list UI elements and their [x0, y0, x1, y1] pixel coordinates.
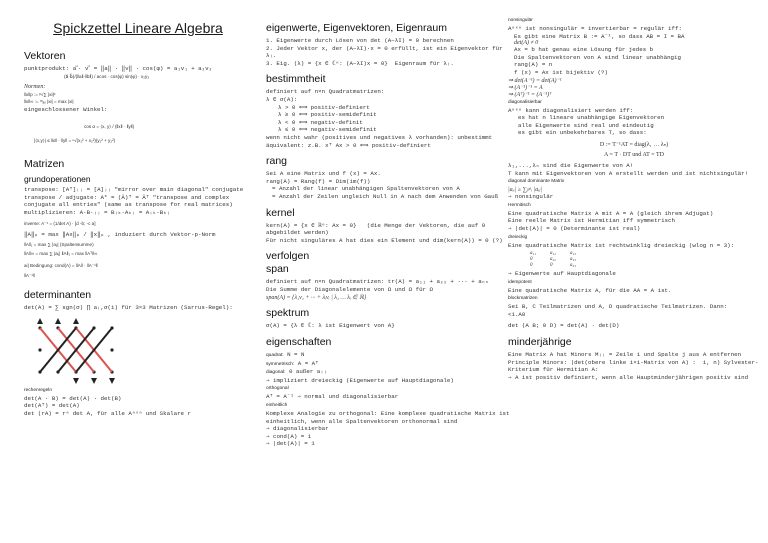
idem-line-1: Eine quadratische Matrix A, für die AA = A ist. — [508, 286, 672, 294]
orthogonal-line: Aᵀ = A⁻¹ ⇒ normal und diagonalisierbar — [266, 393, 399, 401]
matrix-entry: 0 — [530, 257, 533, 263]
column-1 — [24, 0, 252, 543]
heading-diagonalisierbar: diagonalisierbar — [508, 99, 542, 105]
nonsing-line-2: Es gibt eine Matrix B := A⁻¹, so dass AB = I = BA — [514, 32, 685, 40]
diagonal-line-2: ⇒ impliziert dreieckig (Eigenwerte auf Hauptdiagonale) — [266, 376, 454, 384]
heading-vektoren: Vektoren — [24, 50, 66, 62]
symmetrisch-line — [266, 360, 510, 369]
matrix-entry: a₁₂ — [550, 251, 556, 257]
heading-grundoperationen: grundoperationen — [24, 174, 91, 185]
diag-equation-2: A = T · DT und AT = TD — [604, 151, 664, 158]
bestimmt-line-6: λ ≤ 0 ⟺ negativ-semidefinit — [278, 126, 377, 134]
det-rule-3: det (rA) = rⁿ det A, für alle Aⁿˣⁿ und Skalare r — [24, 409, 191, 417]
diag-line-6: T kann mit Eigenvektoren von A erstellt werden und ist nichtsingulär! — [508, 169, 749, 177]
diag-line-1: Aⁿˣⁿ kann diagonalisiert werden iff: — [508, 106, 634, 114]
heading-nonsingulaer: nonsingulär — [508, 18, 533, 23]
winkel-formula: cos α = ⟨x, y⟩ / (‖x‖ · ‖y‖) — [84, 123, 135, 129]
span-formula: span(A) = {λ₁v₁ + ··· + λᵢvᵢ | λ₁ … λᵢ ∈ ℝ} — [266, 295, 367, 302]
matrix-norm: ‖A‖ₚ = max ‖Ax‖ₚ / ‖x‖ₚ , induziert durch Vektor-p-Norm — [24, 230, 216, 238]
page-title: Spickzettel Lineare Algebra — [53, 20, 223, 36]
heading-verfolgen: verfolgen — [266, 250, 310, 263]
sarrus-negative-diagonals — [40, 328, 112, 372]
diag-line-5: λ₁,...,λₙ sind die Eigenwerte von A! — [508, 161, 634, 169]
diagonal-value: 0 außer aᵢᵢ — [288, 368, 328, 376]
einheitlich-line-2: ⇒ diagonalisierbar — [266, 425, 329, 433]
einheitlich-label: einheitlich — [266, 403, 288, 409]
det-definition: det(A) = ∑ sgn(σ) ∏ aᵢ,σ(i) für 3×3 Matrizen (Sarrus-Regel): — [24, 304, 233, 312]
eigen-step-2: 2. Jeder Vektor x, der (A−λI)·x = 0 erfüllt, ist ein Eigenvektor für λᵢ. — [266, 44, 507, 60]
matrix-entry: a₂₂ — [550, 257, 556, 263]
matrix-norm-1: ‖A‖₁ = max ∑ |aᵢⱼ| (Spaltensumme) — [24, 242, 94, 248]
matrix-entry: a₃₃ — [570, 263, 576, 269]
skalarprodukt: punktprodukt: a ⃗· v ⃗ = ‖a‖ · ‖v‖ · cos(φ) = a₁v₁ + a₂v₂ — [24, 65, 213, 72]
orthogonal-label: orthogonal — [266, 386, 289, 392]
diag-equation: D := T⁻¹AT = diag(λ₁ … λₙ) — [599, 141, 669, 148]
heading-hermitisch: Hermitisch — [508, 202, 531, 208]
heading-bestimmtheit: bestimmtheit — [266, 73, 326, 86]
einheitlich-line-4: ⇒ |det(A)| = 1 — [266, 440, 315, 448]
heading-determinanten: determinanten — [24, 289, 92, 302]
norm-p: ‖x‖p := ᵖ√∑ |xi|ᵖ — [24, 91, 56, 97]
block-line-1: Sei B, C Teilmatrizen und A, D quadratische Teilmatrizen. Dann: — [508, 303, 728, 311]
dreieck-line-1: Eine quadratische Matrix ist rechtwinklig dreieckig (wlog n = 3): — [508, 241, 735, 249]
bestimmt-line-5: λ < 0 ⟺ negativ-definit — [278, 118, 363, 126]
bestimmt-line-4: λ ≥ 0 ⟺ positiv-semidefinit — [278, 111, 377, 119]
column-2 — [266, 0, 513, 543]
heading-kernel: kernel — [266, 206, 295, 219]
rechenregeln-label: rechenregeln — [24, 387, 53, 393]
bestimmt-line-8: äquivalent: z.B. xᵀ Ax > 0 ⟺ positiv-definiert — [266, 141, 431, 149]
diagonal-line — [266, 368, 510, 377]
matrix-entry: 0 — [530, 263, 533, 269]
dreieck-line-2: ⇒ Eigenwerte auf Hauptdiagonale — [508, 270, 616, 278]
minor-line-2: ⇒ A ist positiv definiert, wenn alle Hauptminderjährigen positiv sind — [508, 373, 749, 381]
symmetrisch-label: symmetrisch: — [266, 361, 295, 367]
heading-span: span — [266, 263, 289, 276]
nonsing-line-10: ⇒ (Aᵀ)⁻¹ = (A⁻¹)ᵀ — [508, 91, 552, 98]
symmetrisch-value: A = Aᵀ — [297, 359, 319, 367]
matrix-entry: 0 — [550, 263, 553, 269]
rang-line-1: Sei A eine Matrix und f (x) = Ax. — [266, 170, 381, 178]
heading-dreieckig: dreieckig — [508, 234, 528, 240]
sarrus-diagram — [30, 316, 140, 386]
heading-idempotent: idempotent — [508, 279, 532, 285]
nonsing-line-5: Die Spaltenvektoren von A sind linear unabhängig — [514, 53, 681, 61]
bestimmt-line-1: definiert auf n×n Quadratmatrizen: — [266, 88, 385, 96]
quadrat-value: N = N — [287, 351, 305, 359]
matrix-norm-inf: ‖A‖∞ = max ∑ |aᵢⱼ| ‖A‖₁ = max ‖Aᵀ‖∞ — [24, 250, 98, 256]
bestimmt-line-2: λ ∈ σ(A): — [266, 95, 298, 103]
block-line-3: det (A B; 0 D) = det(A) · det(D) — [508, 322, 620, 330]
eigen-step-1: 1. Eigenwerte durch Lösen von det (A−λI) = 0 berechnen — [266, 37, 454, 44]
winkel-label: eingeschlossener Winkel: — [24, 106, 108, 114]
diag-line-2: es hat n lineare unabhängige Eigenvektoren — [518, 114, 665, 122]
dd-line-1: |aᵢᵢ| ≥ ∑ⱼ≠ᵢ |aᵢⱼ| — [508, 187, 542, 194]
dd-line-2: ⇒ nonsingulär — [508, 193, 554, 201]
det-rule-2: det(Aᵀ) = det(A) — [24, 402, 80, 410]
block-line-2: <1.A0 — [508, 310, 526, 318]
kernel-line-1: kern(A) = {x ∈ ℝⁿ: Ax = 0} (die Menge der Vektoren, die auf 0 abgebildet werden) — [266, 221, 489, 237]
nonsing-line-7: f (x) = Ax ist bijektiv (?) — [514, 68, 608, 76]
bestimmt-line-7: wenn nicht wahr (positives und negatives λ vorhanden): unbestimmt — [266, 133, 493, 141]
normen-label: Normen: — [24, 83, 46, 90]
quadrat-label: quadrat: — [266, 353, 284, 359]
heading-rang: rang — [266, 155, 288, 168]
nonsing-line-4: Ax = b hat genau eine Lösung für jedes b — [514, 46, 654, 54]
heading-matrizen: Matrizen — [24, 158, 65, 171]
skalarprodukt-alt: (a⃗·b⃗)/(‖a‖·‖b‖) / acos · cos(φ) sin(φ) · x₂y₃ — [64, 73, 150, 79]
nonsing-line-6: rang(A) = n — [514, 61, 553, 69]
inverse-text: inverse: A⁻¹ = (1/det A) · [d -b; -c a] — [24, 220, 96, 226]
einheitlich-line-3: ⇒ cond(A) = 1 — [266, 432, 312, 440]
heading-minderjaehrige: minderjährige — [508, 336, 572, 349]
heading-eigen: eigenwerte, Eigenvektoren, Eigenraum — [266, 22, 447, 34]
transpose-text: transpose: [Aᵀ]ᵢⱼ = [A]ⱼᵢ "mirror over main diagonal" conjugate transpose / adjugate: A* = (Ā)ᵀ = Āᵀ "transpose and complex conjugate all entries" (same as transpose for real matrices) multiplizieren: A·B·ᵢⱼ = Bᵢₖ·Aₖⱼ = Aᵢₖ·Bₖⱼ — [24, 186, 247, 216]
condition-text: ai| Bedingung: cond(A) = ‖A‖ · ‖A⁻¹‖ — [24, 262, 98, 268]
spur-line-1: definiert auf n×n Quadratmatrizen: tr(A) = a₁₁ + a₂₂ + ··· + aₙₙ — [266, 278, 489, 286]
nonsing-line-8: ⇒ det(A⁻¹) = det(A)⁻¹ — [508, 77, 562, 84]
einheitlich-line-1: Komplexe Analogie zu orthogonal: Eine komplexe quadratische Matrix ist einheitlich, wenn alle Spaltenvektoren orthonormal sind — [266, 410, 513, 425]
triangular-matrix — [530, 251, 760, 268]
heading-diagonal-dominant: diagonal dominante Matrix — [508, 179, 565, 185]
heading-blockmatrizen: blockmatrizen — [508, 296, 538, 302]
rang-line-3: = Anzahl der linear unabhängigen Spaltenvektoren von A — [272, 185, 460, 193]
nonsing-line-9: ⇒ (A⁻¹)⁻¹ = A — [508, 84, 543, 91]
det-rule-1: det(A · B) = det(A) · det(B) — [24, 394, 122, 402]
matrix-entry: a₂₃ — [570, 257, 576, 263]
norm-inf: ‖x‖∞ := ᵐₐₓ |xi| = max |xi| — [24, 99, 74, 104]
kernel-line-2: Für nicht singuläres A hat dies ein Element und dim(kern(A)) = 0 (?) — [266, 236, 503, 244]
matrix-entry: a₁₃ — [570, 251, 576, 257]
spur-line-2: Die Summe der Diagonalelemente von Ω und Ω für Ω — [266, 285, 433, 293]
bestimmt-line-3: λ > 0 ⟺ positiv-definiert — [278, 103, 370, 111]
eigen-step-3: 3. Eig. (λ) = {x ∈ ℂⁿ: (A−λI)x = 0} Eigenraum für λᵢ. — [266, 59, 454, 67]
quadrat-line — [266, 351, 510, 360]
heading-spektrum: spektrum — [266, 307, 310, 320]
minor-line-1: Eine Matrix A hat Minors Mᵢⱼ = Zeile i und Spalte j aus A entfernen Principle Minors: |det(obere linke i×i-Matrix von A) : i, n) Sylvester-Kriterium für Hermitian A: — [508, 351, 759, 374]
nonsing-line-1: Aⁿˣⁿ ist nonsingulär = invertierbar = regulär iff: — [508, 25, 682, 32]
spektrum-line: σ(A) = {λ ∈ ℂ: λ ist Eigenwert von A} — [266, 322, 395, 330]
matrix-entry: a₁₁ — [530, 251, 536, 257]
column-3 — [508, 0, 760, 543]
rang-line-2: rang(A) = Rang(f) = Dim(im(f)) — [266, 177, 371, 185]
herm-line-3: ⇒ |det(A)| = 0 (Determinante ist real) — [508, 224, 641, 232]
heading-eigenschaften: eigenschaften — [266, 336, 332, 349]
diag-line-3: alle Eigenwerte sind real und eindeutig — [518, 121, 654, 129]
condition-text-2: ‖A⁻¹‖ — [24, 272, 35, 278]
diagonal-label: diagonal: — [266, 370, 286, 376]
cauchy-schwarz: |⟨x,y⟩| ≤ ‖x‖ · ‖y‖ = ⁿ√(x₁² + x₂²)(y₁² + y₂²) — [34, 138, 116, 143]
herm-line-1: Eine quadratische Matrix A mit A = A (gleich ihrem Adjugat) — [508, 209, 714, 217]
diag-line-4: es gibt ein unbekehrbares T, so dass: — [518, 129, 647, 137]
nonsing-line-3: det(A) ≠ 0 — [514, 40, 539, 47]
rang-line-4: = Anzahl der Zeilen ungleich Null in A nach dem Anwenden von Gauß — [272, 192, 499, 200]
herm-line-2: Eine reelle Matrix ist Hermitian iff symmetrisch — [508, 217, 675, 225]
